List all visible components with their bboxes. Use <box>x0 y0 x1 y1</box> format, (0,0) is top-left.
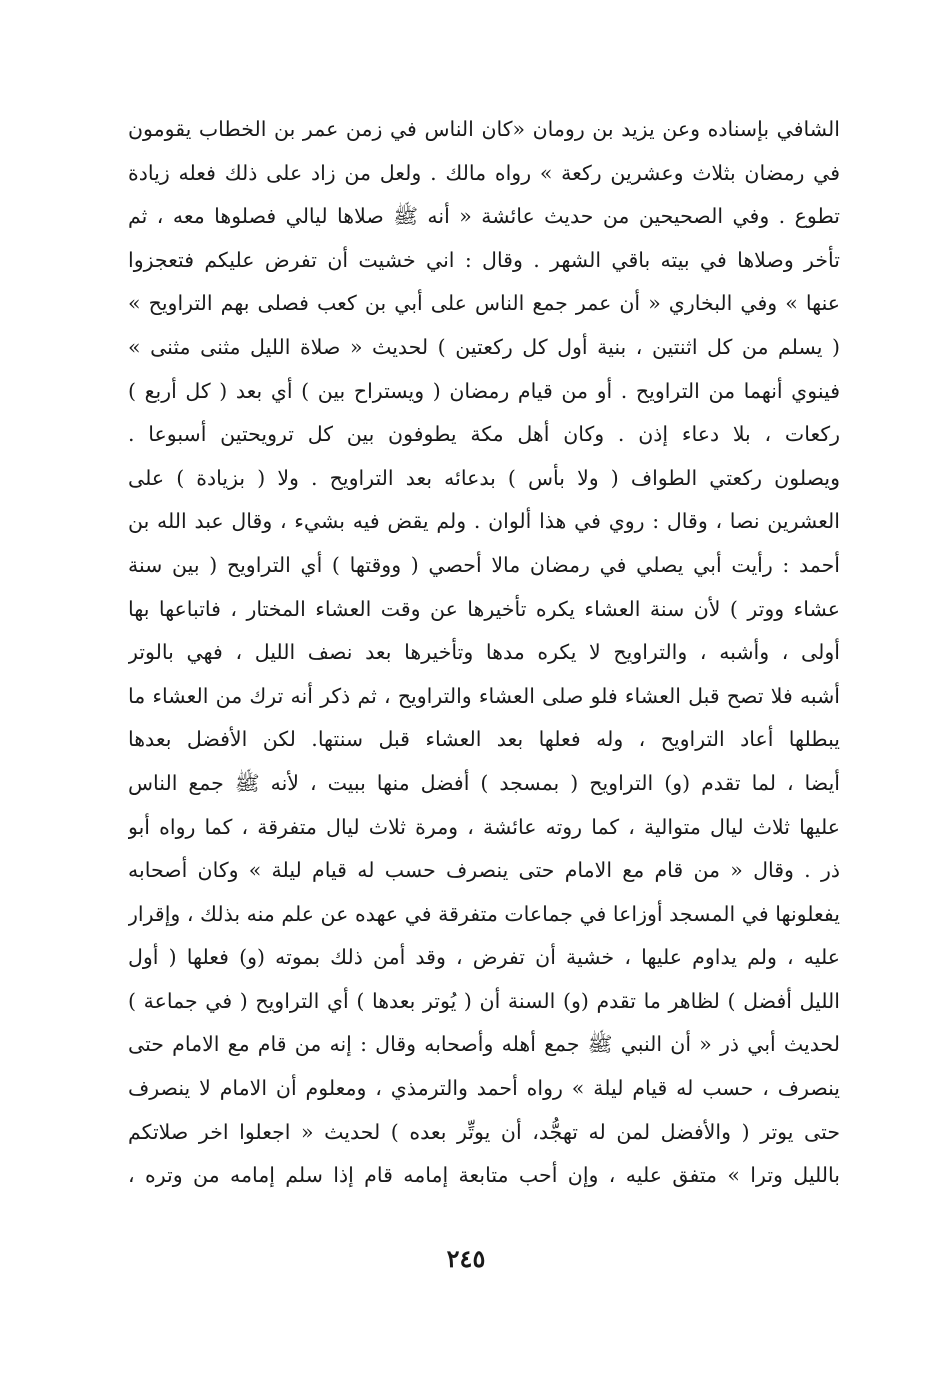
text-line-19: يفعلونها في المسجد أوزاعا في جماعات متفرقة في عهده عن علم منه بذلك ، وإقرار <box>128 901 840 926</box>
text-line-5: عنها » وفي البخاري « أن عمر جمع الناس على أبي بن كعب فصلى بهم التراويح » <box>128 291 840 316</box>
page-number: ٢٤٥ <box>446 1244 486 1273</box>
text-line-12: عشاء ووتر ) لأن سنة العشاء يكره تأخيرها عن وقت العشاء المختار ، فاتباعها بها <box>128 596 840 621</box>
text-line-3: تطوع . وفي الصحيحين من حديث عائشة « أنه ﷺ صلاها ليالي فصلوها معه ، ثم <box>128 204 840 229</box>
text-line-14: أشبه فلا تصح قبل العشاء فلو صلى العشاء والتراويح ، ثم ذكر أنه ترك من العشاء ما <box>128 683 840 708</box>
text-line-10: العشرين نصا ، وقال : روي في هذا ألوان . ولم يقض فيه بشيء ، وقال عبد الله بن <box>128 509 840 534</box>
text-line-17: عليها ثلاث ليال متوالية ، كما روته عائشة ، ومرة ثلاث ليال متفرقة ، كما رواه أبو <box>128 814 840 839</box>
text-line-25: بالليل وترا » متفق عليه ، وإن أحب متابعة إمامه قام إذا سلم إمامه من وتره ، <box>128 1163 840 1188</box>
text-line-2: في رمضان بثلاث وعشرين ركعة » رواه مالك . ولعل من زاد على ذلك فعله زيادة <box>128 160 840 185</box>
text-line-8: ركعات ، بلا دعاء إذن . وكان أهل مكة يطوفون بين كل ترويحتين أسبوعا . <box>128 422 840 447</box>
text-line-22: لحديث أبي ذر « أن النبي ﷺ جمع أهله وأصحابه وقال : إنه من قام مع الامام حتى <box>128 1032 840 1057</box>
text-line-20: عليه ، ولم يداوم عليها ، خشية أن تفرض ، وقد أمن ذلك بموته (و) فعلها ( أول <box>128 945 840 970</box>
text-line-23: ينصرف ، حسب له قيام ليلة » رواه أحمد والترمذي ، ومعلوم أن الامام لا ينصرف <box>128 1076 840 1101</box>
text-line-18: ذر . وقال « من قام مع الامام حتى ينصرف حسب له قيام ليلة » وكان أصحابه <box>128 858 840 883</box>
text-line-7: فينوي أنهما من التراويح . أو من قيام رمضان ( ويستراح بين ) أي بعد ( كل أربع ) <box>128 378 840 403</box>
text-line-24: حتى يوتر ( والأفضل لمن له تهجُّد، أن يوتِّر بعده ) لحديث « اجعلوا اخر صلاتكم <box>128 1119 840 1144</box>
text-line-1: الشافي بإسناده وعن يزيد بن رومان «كان الناس في زمن عمر بن الخطاب يقومون <box>128 117 840 141</box>
text-line-6: ( يسلم من كل اثنتين ، بنية أول كل ركعتين ) لحديث « صلاة الليل مثنى مثنى » <box>128 334 840 359</box>
text-line-13: أولى ، وأشبه ، والتراويح لا يكره مدها وتأخيرها بعد نصف الليل ، فهي بالوتر <box>128 640 840 665</box>
body-text <box>128 108 840 1198</box>
text-line-21: الليل أفضل ) لظاهر ما تقدم (و) السنة أن ( يُوتر بعدها ) أي التراويح ( في جماعة ) <box>128 988 840 1013</box>
text-line-11: أحمد : رأيت أبي يصلي في رمضان مالا أحصي ( ووقتها ) أي التراويح ( بين سنة <box>128 552 840 577</box>
text-line-16: أيضا ، لما تقدم (و) التراويح ( بمسجد ) أفضل منها ببيت ، لأنه ﷺ جمع الناس <box>128 770 840 795</box>
text-line-15: يبطلها أعاد التراويح ، وله فعلها بعد العشاء قبل سنتها. لكن الأفضل بعدها <box>128 727 840 752</box>
text-line-4: تأخر وصلاها في بيته باقي الشهر . وقال : اني خشيت أن تفرض عليكم فتعجزوا <box>128 247 840 272</box>
text-line-9: ويصلون ركعتي الطواف ( ولا بأس ) بدعائه بعد التراويح . ولا ( بزيادة ) على <box>128 465 840 490</box>
